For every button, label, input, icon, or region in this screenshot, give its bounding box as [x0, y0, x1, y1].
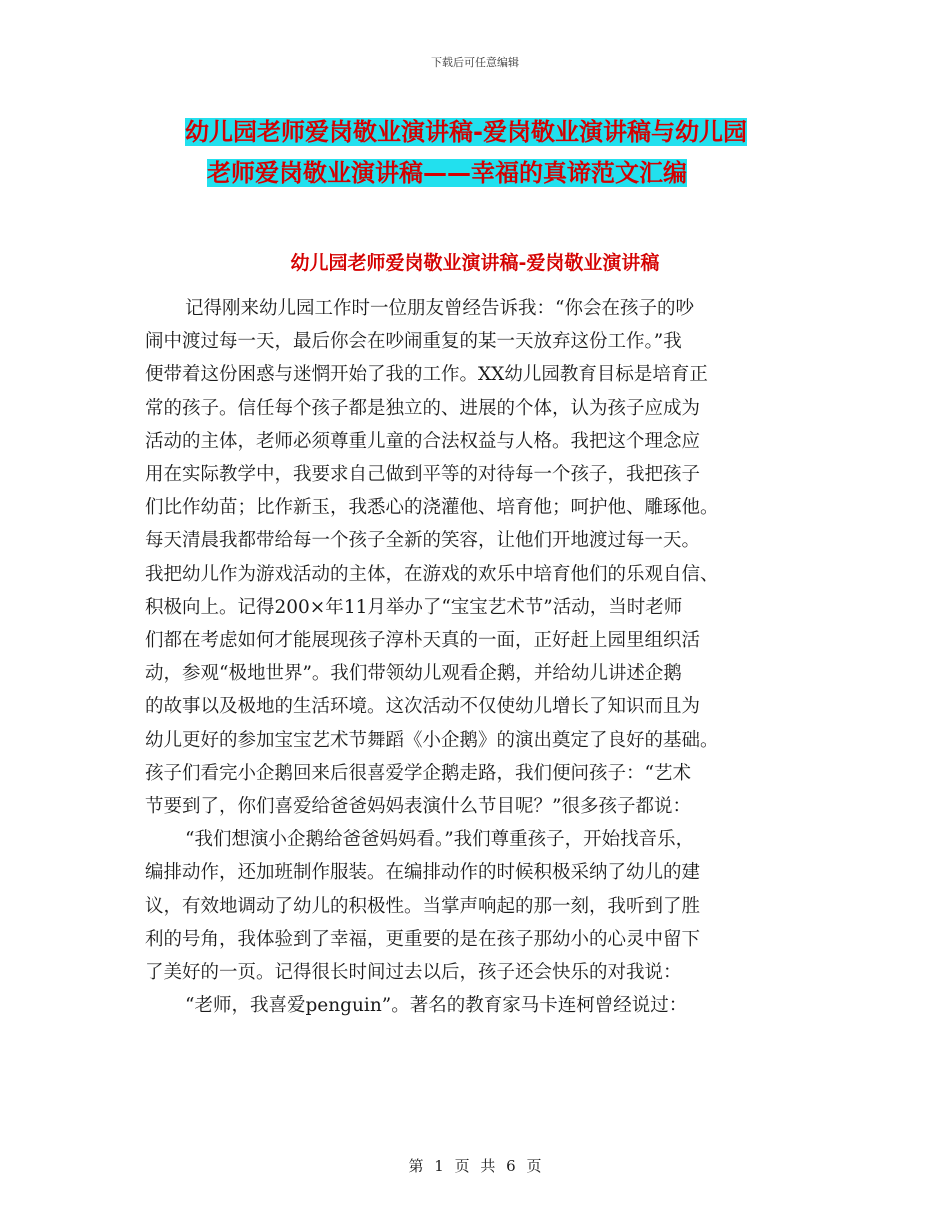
- document-title: [185, 112, 825, 194]
- body-line: 节要到了，你们喜爱给爸爸妈妈表演什么节目呢？”很多孩子都说：: [145, 796, 691, 818]
- body-line: 利的号角，我体验到了幸福，更重要的是在孩子那幼小的心灵中留下: [145, 928, 701, 950]
- document-title-line-2: 老师爱岗敬业演讲稿——幸福的真谛范文汇编: [207, 159, 687, 187]
- body-line: 用在实际教学中，我要求自己做到平等的对待每一个孩子，我把孩子: [145, 464, 701, 486]
- page-footer: 第 1 页 共 6 页: [408, 1157, 542, 1175]
- body-line: 了美好的一页。记得很长时间过去以后，孩子还会快乐的对我说：: [145, 962, 682, 984]
- body-line: 们都在考虑如何才能展现孩子淳朴天真的一面，正好赶上园里组织活: [145, 630, 701, 652]
- body-line: 每天清晨我都带给每一个孩子全新的笑容，让他们开地渡过每一天。: [145, 530, 701, 552]
- body-line: 们比作幼苗；比作新玉，我悉心的浇灌他、培育他；呵护他、雕琢他。: [145, 497, 719, 519]
- body-line: 动，参观“极地世界”。我们带领幼儿观看企鹅，并给幼儿讲述企鹅: [145, 663, 682, 685]
- body-line: “老师，我喜爱penguin”。著名的教育家马卡连柯曾经说过：: [185, 995, 688, 1017]
- body-line: 议，有效地调动了幼儿的积极性。当掌声响起的那一刻，我听到了胜: [145, 895, 701, 917]
- body-line: 我把幼儿作为游戏活动的主体，在游戏的欢乐中培育他们的乐观自信、: [145, 563, 719, 585]
- body-line: 活动的主体，老师必须尊重儿童的合法权益与人格。我把这个理念应: [145, 430, 701, 452]
- body-line: 积极向上。记得200×年11月举办了“宝宝艺术节”活动，当时老师: [145, 596, 683, 618]
- body-line: 记得刚来幼儿园工作时一位朋友曾经告诉我：“你会在孩子的吵: [185, 298, 694, 319]
- header-note: 下载后可任意编辑: [431, 56, 519, 69]
- section-title: 幼儿园老师爱岗敬业演讲稿-爱岗敬业演讲稿: [290, 252, 660, 274]
- body-line: 的故事以及极地的生活环境。这次活动不仅使幼儿增长了知识而且为: [145, 696, 701, 718]
- body-line: 闹中渡过每一天，最后你会在吵闹重复的某一天放弃这份工作。”我: [145, 331, 682, 353]
- body-text: [145, 292, 805, 1022]
- body-line: 幼儿更好的参加宝宝艺术节舞蹈《小企鹅》的演出奠定了良好的基础。: [145, 729, 719, 751]
- body-line: 常的孩子。信任每个孩子都是独立的、进展的个体，认为孩子应成为: [145, 397, 701, 419]
- body-line: “我们想演小企鹅给爸爸妈妈看。”我们尊重孩子，开始找音乐，: [185, 829, 695, 851]
- document-title-line-1: 幼儿园老师爱岗敬业演讲稿-爱岗敬业演讲稿与幼儿园: [185, 118, 747, 146]
- body-line: 便带着这份困惑与迷惘开始了我的工作。XX幼儿园教育目标是培育正: [145, 364, 708, 386]
- body-line: 编排动作，还加班制作服装。在编排动作的时候积极采纳了幼儿的建: [145, 862, 701, 884]
- body-line: 孩子们看完小企鹅回来后很喜爱学企鹅走路，我们便问孩子：“艺术: [145, 762, 691, 784]
